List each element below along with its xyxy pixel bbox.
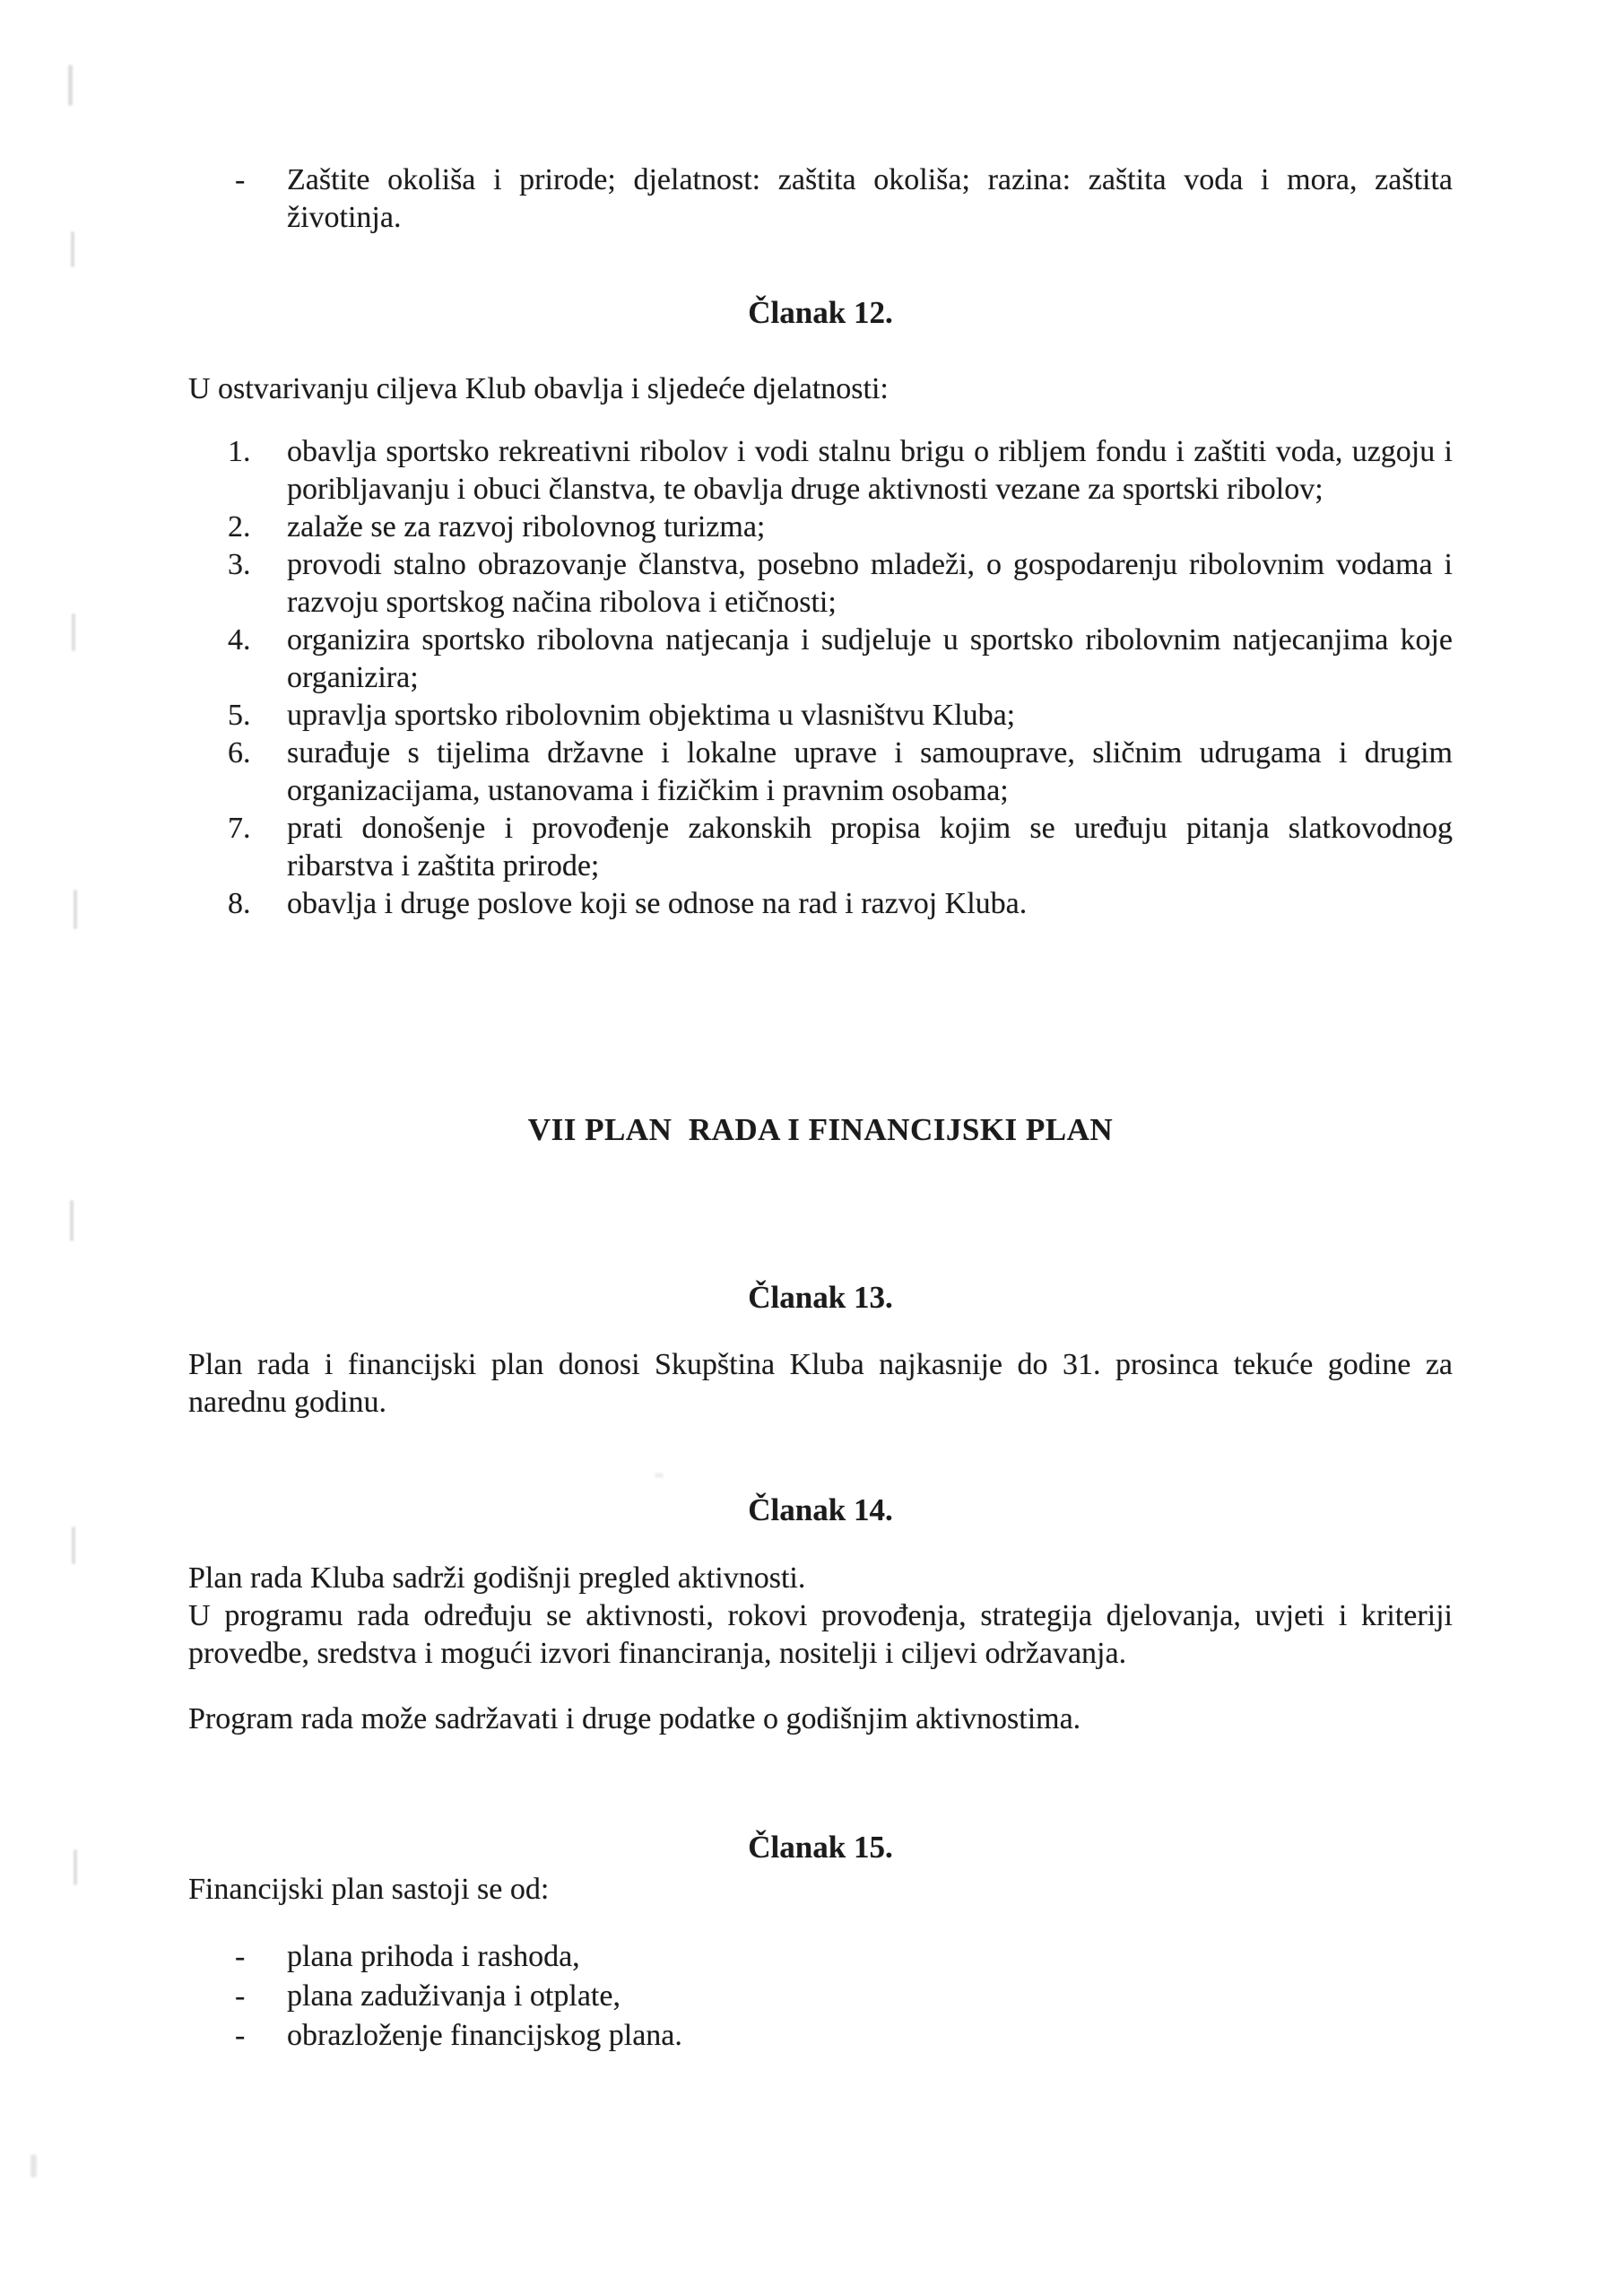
- bullet-text: plana zaduživanja i otplate,: [287, 1979, 621, 2013]
- article-14-paragraph: Plan rada Kluba sadrži godišnji pregled aktivnosti.: [188, 1561, 806, 1595]
- list-item: provodi stalno obrazovanje članstva, posebno mladeži, o gospodarenju ribolovnim vodama i razvoju sportskog načina ribolova i etičnosti;: [287, 548, 1453, 619]
- list-item: prati donošenje i provođenje zakonskih propisa kojim se uređuju pitanja slatkovodnog ribarstva i zaštita prirode;: [287, 812, 1453, 883]
- list-item: obavlja sportsko rekreativni ribolov i vodi stalnu brigu o ribljem fondu i zaštiti voda, uzgoju i poribljavanju i obuci članstva, te obavlja druge aktivnosti vezane za sportski ribolov;: [287, 435, 1453, 506]
- scan-artifact: [70, 1200, 74, 1241]
- scan-artifact: [68, 65, 73, 106]
- list-item: obavlja i druge poslove koji se odnose na rad i razvoj Kluba.: [287, 887, 1028, 920]
- document-content: [188, 0, 1453, 2057]
- environment-protection-bullet: [188, 161, 1453, 237]
- scan-artifact: [72, 613, 75, 651]
- scan-artifact: [30, 2154, 37, 2178]
- dash-marker: -: [235, 163, 246, 196]
- list-item: surađuje s tijelima državne i lokalne uprave i samouprave, sličnim udrugama i drugim organizacijama, ustanovama i fizičkim i pravnim osobama;: [287, 736, 1453, 807]
- bullet-text: obrazloženje financijskog plana.: [287, 2019, 682, 2052]
- article-14-heading: Članak 14.: [748, 1492, 893, 1527]
- dash-marker: -: [235, 1940, 246, 1973]
- article-15-intro: Financijski plan sastoji se od:: [188, 1873, 550, 1906]
- article-12-heading: Članak 12.: [748, 295, 893, 330]
- list-item: [188, 1978, 1453, 2015]
- article-13-heading: Članak 13.: [748, 1280, 893, 1315]
- article-15-heading: Članak 15.: [748, 1830, 893, 1865]
- list-item: zalaže se za razvoj ribolovnog turizma;: [287, 510, 766, 544]
- dash-marker: -: [235, 2019, 246, 2052]
- bullet-text: plana prihoda i rashoda,: [287, 1940, 580, 1973]
- article-14-paragraph: U programu rada određuju se aktivnosti, rokovi provođenja, strategija djelovanja, uvjeti i kriteriji provedbe, sredstva i mogući izvori financiranja, nositelji i ciljevi održavanja.: [188, 1599, 1453, 1670]
- scan-artifact: [71, 231, 74, 267]
- list-item: organizira sportsko ribolovna natjecanja i sudjeluje u sportsko ribolovnim natjecanjima koje organizira;: [287, 623, 1453, 694]
- list-item: [188, 1938, 1453, 1976]
- dash-marker: -: [235, 1979, 246, 2013]
- list-item: [188, 2017, 1453, 2055]
- bullet-text: Zaštite okoliša i prirode; djelatnost: zaštita okoliša; razina: zaštita voda i mora, zaštita životinja.: [287, 163, 1453, 234]
- list-item: upravlja sportsko ribolovnim objektima u vlasništvu Kluba;: [287, 699, 1016, 732]
- club-activities-list: [188, 433, 1453, 923]
- scan-artifact: [74, 890, 77, 929]
- article-12-intro: U ostvarivanju ciljeva Klub obavlja i sljedeće djelatnosti:: [188, 372, 889, 405]
- financial-plan-list: [188, 1938, 1453, 2055]
- scan-artifact: [74, 1849, 77, 1885]
- article-14-paragraph: Program rada može sadržavati i druge podatke o godišnjim aktivnostima.: [188, 1702, 1081, 1735]
- section-7-heading: VII PLAN RADA I FINANCIJSKI PLAN: [527, 1112, 1114, 1147]
- article-13-body: Plan rada i financijski plan donosi Skupština Kluba najkasnije do 31. prosinca tekuće godine za narednu godinu.: [188, 1348, 1453, 1419]
- scan-artifact: [72, 1526, 75, 1564]
